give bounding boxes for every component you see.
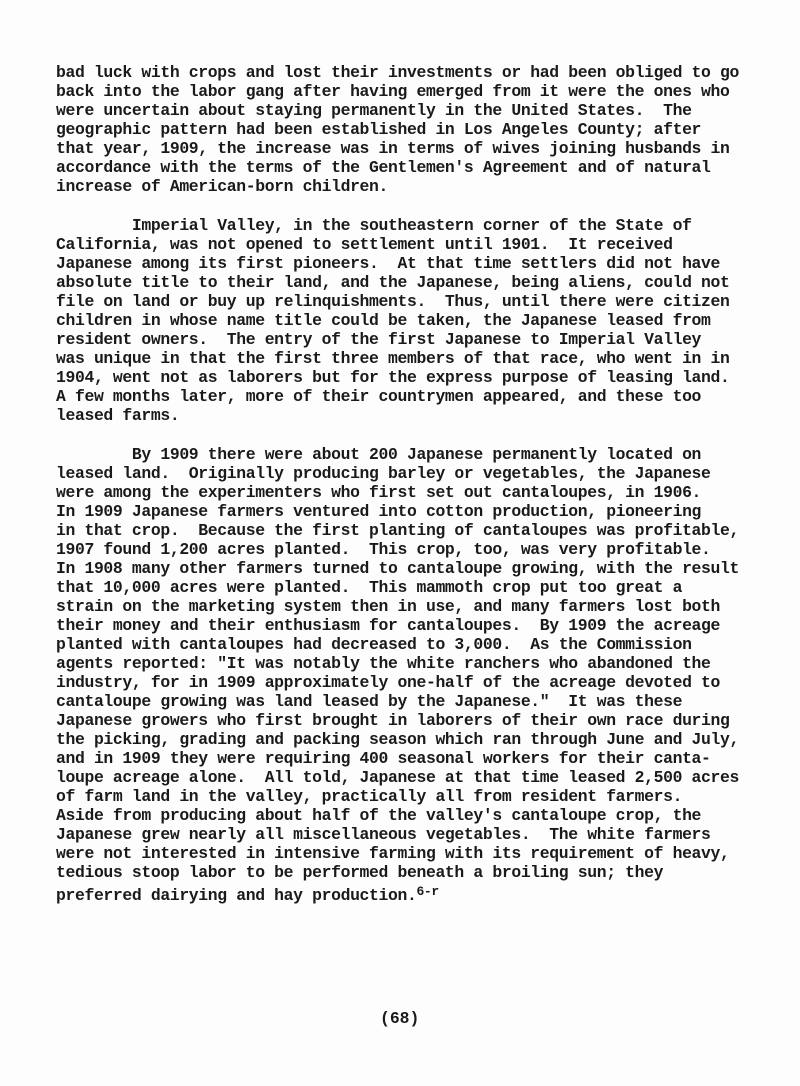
- text-line: bad luck with crops and lost their investments or had been obliged to go: [56, 63, 739, 82]
- text-line: resident owners. The entry of the first Japanese to Imperial Valley: [56, 330, 702, 349]
- text-line: leased farms.: [56, 406, 180, 425]
- text-line: and in 1909 they were requiring 400 seasonal workers for their canta-: [56, 749, 711, 768]
- text-line: Imperial Valley, in the southeastern corner of the State of: [56, 216, 692, 235]
- text-line: geographic pattern had been established in Los Angeles County; after: [56, 120, 702, 139]
- text-line: were uncertain about staying permanently in the United States. The: [56, 101, 692, 120]
- text-line: industry, for in 1909 approximately one-half of the acreage devoted to: [56, 673, 721, 692]
- text-line: In 1909 Japanese farmers ventured into cotton production, pioneering: [56, 502, 702, 521]
- text-line: was unique in that the first three members of that race, who went in in: [56, 349, 730, 368]
- text-line: Japanese among its first pioneers. At that time settlers did not have: [56, 254, 721, 273]
- text-line: cantaloupe growing was land leased by the Japanese." It was these: [56, 692, 683, 711]
- text-line: leased land. Originally producing barley or vegetables, the Japanese: [56, 464, 711, 483]
- text-line: were among the experimenters who first set out cantaloupes, in 1906.: [56, 483, 702, 502]
- text-line: Japanese growers who first brought in laborers of their own race during: [56, 711, 730, 730]
- text-line: 1907 found 1,200 acres planted. This crop, too, was very profitable.: [56, 540, 711, 559]
- text-line: in that crop. Because the first planting of cantaloupes was profitable,: [56, 521, 739, 540]
- page-number: (68): [380, 1009, 420, 1028]
- text-line: 1904, went not as laborers but for the express purpose of leasing land.: [56, 368, 730, 387]
- text-line: tedious stoop labor to be performed beneath a broiling sun; they: [56, 863, 664, 882]
- text-line: planted with cantaloupes had decreased to 3,000. As the Commission: [56, 635, 692, 654]
- text-line: absolute title to their land, and the Japanese, being aliens, could not: [56, 273, 730, 292]
- text-line: were not interested in intensive farming with its requirement of heavy,: [56, 844, 730, 863]
- text-line: In 1908 many other farmers turned to cantaloupe growing, with the result: [56, 559, 739, 578]
- text-line: their money and their enthusiasm for cantaloupes. By 1909 the acreage: [56, 616, 721, 635]
- text-line: that year, 1909, the increase was in terms of wives joining husbands in: [56, 139, 730, 158]
- text-line: California, was not opened to settlement until 1901. It received: [56, 235, 673, 254]
- text-line: children in whose name title could be taken, the Japanese leased from: [56, 311, 711, 330]
- text-line: of farm land in the valley, practically all from resident farmers.: [56, 787, 683, 806]
- text-line: file on land or buy up relinquishments. Thus, until there were citizen: [56, 292, 730, 311]
- text-line: Aside from producing about half of the valley's cantaloupe crop, the: [56, 806, 702, 825]
- text-line: strain on the marketing system then in use, and many farmers lost both: [56, 597, 721, 616]
- text-line: that 10,000 acres were planted. This mammoth crop put too great a: [56, 578, 683, 597]
- text-line: loupe acreage alone. All told, Japanese at that time leased 2,500 acres: [56, 768, 739, 787]
- text-line: Japanese grew nearly all miscellaneous vegetables. The white farmers: [56, 825, 711, 844]
- text-line: By 1909 there were about 200 Japanese permanently located on: [56, 445, 702, 464]
- text-line: A few months later, more of their countrymen appeared, and these too: [56, 387, 702, 406]
- footnote-reference: 6-r: [416, 884, 439, 899]
- text-line: the picking, grading and packing season which ran through June and July,: [56, 730, 739, 749]
- text-line: [56, 882, 439, 905]
- text-line: increase of American-born children.: [56, 177, 389, 196]
- text-line: accordance with the terms of the Gentlemen's Agreement and of natural: [56, 158, 711, 177]
- text-line-content: preferred dairying and hay production.: [56, 886, 417, 905]
- text-line: back into the labor gang after having emerged from it were the ones who: [56, 82, 730, 101]
- text-line: agents reported: "It was notably the white ranchers who abandoned the: [56, 654, 711, 673]
